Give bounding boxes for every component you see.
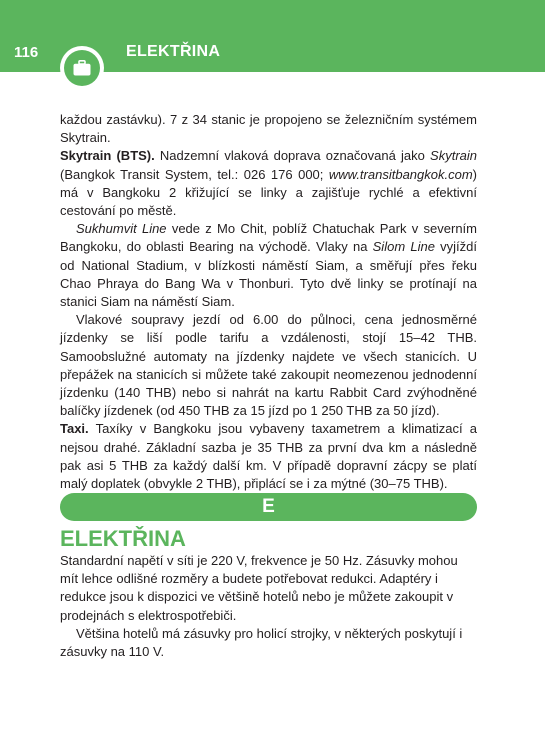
- text-run: Taxíky v Bangkoku jsou vybaveny taxametrem a klimatizací a nejsou drahé. Základní sazba je 35 THB za první dva km a následně pak asi 5 THB za každý další km. V případě dopravní zácpy se platí malý doplatek (obvykle 2 THB), připlácí se i za mýtné (30–75 THB).: [60, 421, 477, 492]
- italic-text: Skytrain: [430, 148, 478, 164]
- alphabet-divider: [60, 493, 477, 521]
- bold-lead-in: Taxi.: [60, 421, 89, 437]
- text-run: každou zastávku). 7 z 34 stanic je propojeno se železničním systémem Skytrain.: [60, 112, 477, 146]
- text-run: (Bangkok Transit System, tel.: 026 176 000;: [60, 166, 329, 182]
- section-paragraph: Většina hotelů má zásuvky pro holicí strojky, v některých poskytují i zásuvky na 110 V.: [60, 625, 463, 660]
- body-paragraph: [60, 311, 477, 420]
- bold-lead-in: Skytrain (BTS).: [60, 148, 155, 164]
- italic-text: Silom Line: [372, 239, 435, 255]
- text-run: vede z Mo Chit, poblíž Chatuchak Park v severním Bangkoku, do oblasti Bearing na východě. Vlaky na: [60, 221, 477, 255]
- chapter-icon-badge: [60, 46, 104, 90]
- body-paragraph: [60, 111, 477, 147]
- text-run: ) má v Bangkoku 2 křižující se linky a zajišťuje rychlé a efektivní cestování po městě.: [60, 166, 477, 219]
- chapter-title: ELEKTŘINA: [126, 43, 221, 60]
- body-text: [60, 111, 477, 493]
- text-run: Vlakové soupravy jezdí od 6.00 do půlnoci, cena jednosměrné jízdenky se liší podle tarifu a vzdálenosti, stojí 15–42 THB. Samoobslužné automaty na jízdenky najdete ve všech stanicích. U přepážek na stanicích si můžete také zakoupit neomezenou jednodenní jízdenku (140 THB) nebo si nahrát na kartu Rabbit Card zvýhodněné balíčky jízdenek (od 450 THB za 15 jízd po 1 250 THB za 50 jízd).: [60, 312, 477, 419]
- body-paragraph: [60, 420, 477, 493]
- section-heading: ELEKTŘINA: [60, 526, 186, 551]
- text-run: vyjíždí od National Stadium, v blízkosti náměstí Siam, a směřují přes řeku Chao Phraya do Bang Wa v Thonburi. Tyto dvě linky se protínají na stanici Siam na náměstí Siam.: [60, 239, 477, 310]
- section-body: [60, 552, 477, 661]
- body-paragraph: [60, 220, 477, 311]
- body-paragraph: [60, 147, 477, 220]
- italic-text: Sukhumvit Line: [76, 221, 167, 237]
- italic-text: www.transitbangkok.com: [328, 166, 473, 182]
- suitcase-icon: [73, 60, 91, 76]
- section-paragraph: Standardní napětí v síti je 220 V, frekvence je 50 Hz. Zásuvky mohou mít lehce odlišné rozměry a budete potřebovat redukci. Adaptéry i redukce jsou k dispozici ve většině hotelů nebo je můžete zakoupit v prodejnách s elektrospotřebiči.: [60, 553, 458, 623]
- divider-letter: E: [262, 496, 275, 517]
- page-number: 116: [14, 44, 39, 61]
- text-run: Nadzemní vlaková doprava označovaná jako: [154, 148, 431, 164]
